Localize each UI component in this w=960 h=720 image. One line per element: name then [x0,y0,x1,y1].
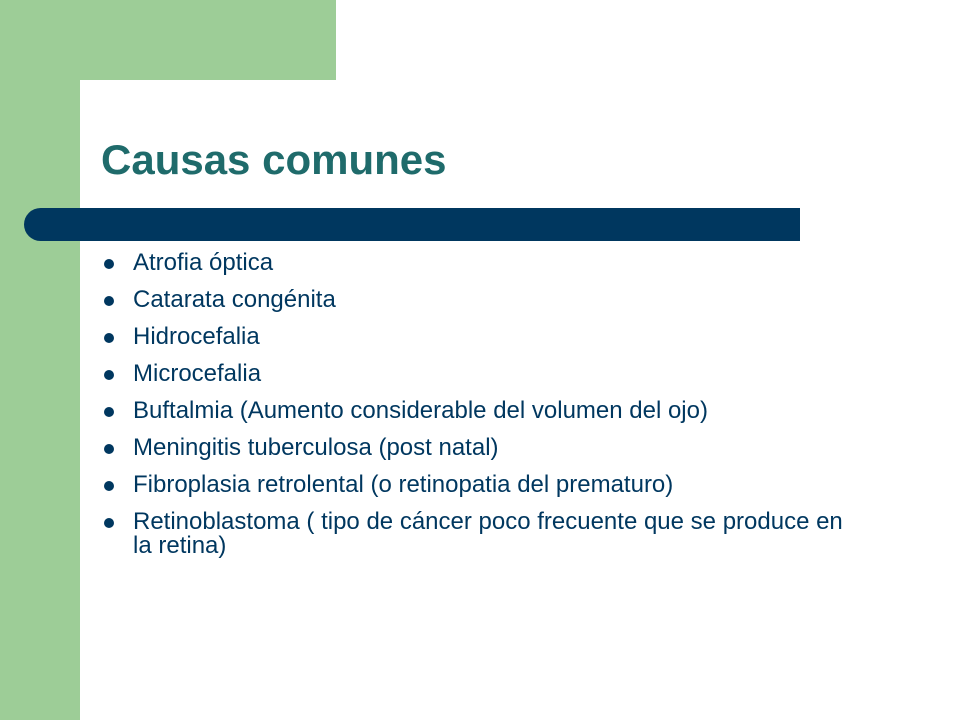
list-item-text: Atrofia óptica [133,249,274,276]
bullet-dot-icon [104,481,114,491]
list-item-text: Microcefalia [133,360,262,387]
bullet-dot-icon [104,370,114,380]
list-item [104,473,864,497]
list-item [104,251,864,275]
bullet-list [104,251,864,571]
bullet-dot-icon [104,407,114,417]
list-item-text: Meningitis tuberculosa (post natal) [133,434,499,461]
list-item-text: Fibroplasia retrolental (o retinopatia del prematuro) [133,471,674,498]
bullet-dot-icon [104,259,114,269]
list-item [104,362,864,386]
list-item [104,436,864,460]
bullet-dot-icon [104,333,114,343]
list-item [104,399,864,423]
bullet-dot-icon [104,518,114,528]
title-underline-bar [24,208,800,241]
list-item [104,325,864,349]
list-item-text: Retinoblastoma ( tipo de cáncer poco frecuente que se produce en la retina) [133,508,843,559]
list-item-text: Buftalmia (Aumento considerable del volumen del ojo) [133,397,708,424]
bullet-dot-icon [104,296,114,306]
slide-title: Causas comunes [101,136,447,183]
bullet-dot-icon [104,444,114,454]
list-item [104,288,864,312]
list-item-text: Hidrocefalia [133,323,260,350]
top-green-block [0,0,336,80]
list-item-text: Catarata congénita [133,286,336,313]
list-item [104,510,864,558]
sidebar-green-strip [0,0,80,720]
